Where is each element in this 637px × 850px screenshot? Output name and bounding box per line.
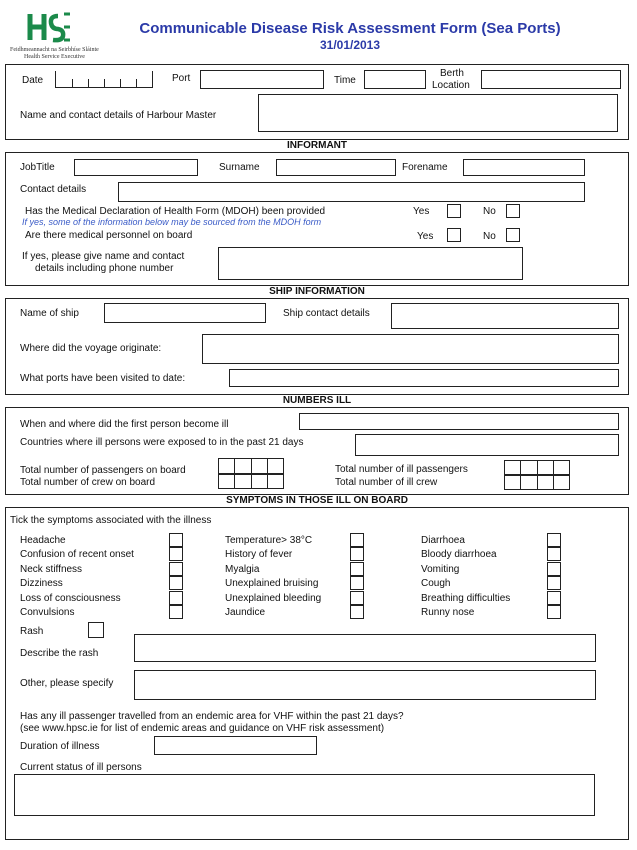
symptom-checkbox-history-of-fever[interactable] <box>350 547 364 561</box>
logo-line-2: Health Service Executive <box>24 54 85 60</box>
crew-on-board-label: Total number of crew on board <box>20 477 156 488</box>
symptom-label: Loss of consciousness <box>20 593 121 604</box>
form-title: Communicable Disease Risk Assessment Form (Sea Ports) <box>139 20 561 37</box>
medical-personnel-question: Are there medical personnel on board <box>25 230 193 241</box>
mdoh-no-checkbox[interactable] <box>506 204 520 218</box>
surname-label: Surname <box>219 162 260 173</box>
symptom-label: Confusion of recent onset <box>20 549 134 560</box>
symptom-checkbox-unexplained-bruising[interactable] <box>350 576 364 590</box>
harbour-master-input[interactable] <box>258 94 618 132</box>
symptom-checkbox-bloody-diarrhoea[interactable] <box>547 547 561 561</box>
rash-label: Rash <box>20 626 44 637</box>
current-status-label: Current status of ill persons <box>20 762 142 773</box>
symptom-checkbox-breathing-difficulties[interactable] <box>547 591 561 605</box>
ill-crew-count-grid[interactable] <box>504 475 570 490</box>
berth-location-input[interactable] <box>481 70 621 89</box>
hse-logo <box>10 10 105 62</box>
surname-input[interactable] <box>276 159 396 176</box>
location-label: Location <box>432 80 470 91</box>
form-date: 31/01/2013 <box>319 38 381 52</box>
symptom-checkbox-headache[interactable] <box>169 533 183 547</box>
passengers-on-board-label: Total number of passengers on board <box>20 465 186 476</box>
countries-exposed-label: Countries where ill persons were exposed to in the past 21 days <box>20 437 304 448</box>
jobtitle-input[interactable] <box>74 159 198 176</box>
voyage-origin-label: Where did the voyage originate: <box>20 343 162 354</box>
current-status-input[interactable] <box>14 774 595 816</box>
symptom-label: Breathing difficulties <box>421 593 511 604</box>
ship-contact-label: Ship contact details <box>283 308 370 319</box>
ship-contact-input[interactable] <box>391 303 619 329</box>
symptom-label: Cough <box>421 578 451 589</box>
describe-rash-label: Describe the rash <box>20 648 99 659</box>
port-label: Port <box>172 73 191 84</box>
forename-input[interactable] <box>463 159 585 176</box>
symptom-checkbox-loss-of-consciousness[interactable] <box>169 591 183 605</box>
mdoh-note: If yes, some of the information below may be sourced from the MDOH form <box>22 217 322 227</box>
ports-visited-label: What ports have been visited to date: <box>20 373 186 384</box>
informant-heading: INFORMANT <box>5 139 629 153</box>
ports-visited-input[interactable] <box>229 369 619 387</box>
logo-line-1: Feidhmeannacht na Seirbhíse Sláinte <box>10 47 99 53</box>
date-field[interactable] <box>55 71 153 88</box>
jobtitle-label: JobTitle <box>20 162 55 173</box>
countries-exposed-input[interactable] <box>355 434 619 456</box>
crew-count-grid[interactable] <box>218 474 284 489</box>
first-ill-label: When and where did the first person become ill <box>20 419 229 430</box>
symptom-label: Myalgia <box>225 564 260 575</box>
rash-checkbox[interactable] <box>88 622 104 638</box>
symptom-checkbox-temperature[interactable] <box>350 533 364 547</box>
medical-no-checkbox[interactable] <box>506 228 520 242</box>
symptom-label: History of fever <box>225 549 293 560</box>
medical-no-label: No <box>483 231 496 242</box>
mdoh-yes-checkbox[interactable] <box>447 204 461 218</box>
berth-label: Berth <box>440 68 464 79</box>
symptom-checkbox-myalgia[interactable] <box>350 562 364 576</box>
symptom-label: Diarrhoea <box>421 535 465 546</box>
harbour-master-label: Name and contact details of Harbour Master <box>20 110 217 121</box>
symptom-label: Neck stiffness <box>20 564 83 575</box>
symptom-label: Vomiting <box>421 564 460 575</box>
ill-passengers-label: Total number of ill passengers <box>335 464 468 475</box>
symptom-label: Temperature> 38°C <box>225 535 313 546</box>
time-label: Time <box>334 75 356 86</box>
port-input[interactable] <box>200 70 324 89</box>
symptom-label: Convulsions <box>20 607 75 618</box>
duration-label: Duration of illness <box>20 741 100 752</box>
symptom-checkbox-dizziness[interactable] <box>169 576 183 590</box>
symptom-checkbox-neck-stiffness[interactable] <box>169 562 183 576</box>
first-ill-input[interactable] <box>299 413 619 430</box>
ship-information-heading: SHIP INFORMATION <box>5 285 629 299</box>
vhf-question: Has any ill passenger travelled from an endemic area for VHF within the past 21 days? <box>20 711 404 722</box>
symptom-checkbox-diarrhoea[interactable] <box>547 533 561 547</box>
ship-name-label: Name of ship <box>20 308 79 319</box>
voyage-origin-input[interactable] <box>202 334 619 364</box>
mdoh-question: Has the Medical Declaration of Health Form (MDOH) been provided <box>25 206 326 217</box>
duration-input[interactable] <box>154 736 317 755</box>
symptom-checkbox-cough[interactable] <box>547 576 561 590</box>
symptom-checkbox-confusion[interactable] <box>169 547 183 561</box>
passengers-count-grid[interactable] <box>218 458 284 474</box>
numbers-ill-heading: NUMBERS ILL <box>5 394 629 408</box>
symptom-checkbox-vomiting[interactable] <box>547 562 561 576</box>
time-input[interactable] <box>364 70 426 89</box>
ship-name-input[interactable] <box>104 303 266 323</box>
symptom-label: Bloody diarrhoea <box>421 549 497 560</box>
symptom-label: Jaundice <box>225 607 266 618</box>
symptom-label: Unexplained bruising <box>225 578 319 589</box>
ill-crew-label: Total number of ill crew <box>335 477 438 488</box>
contact-details-label: Contact details <box>20 184 87 195</box>
medical-details-input[interactable] <box>218 247 523 280</box>
date-label: Date <box>22 75 44 86</box>
mdoh-no-label: No <box>483 206 496 217</box>
describe-rash-input[interactable] <box>134 634 596 662</box>
symptom-label: Dizziness <box>20 578 63 589</box>
symptoms-intro: Tick the symptoms associated with the illness <box>10 515 212 526</box>
hse-logo-icon <box>24 10 72 44</box>
medical-yes-checkbox[interactable] <box>447 228 461 242</box>
symptom-checkbox-runny-nose[interactable] <box>547 605 561 619</box>
other-symptoms-label: Other, please specify <box>20 678 114 689</box>
ill-passengers-count-grid[interactable] <box>504 460 570 475</box>
medical-yes-label: Yes <box>417 231 434 242</box>
other-symptoms-input[interactable] <box>134 670 596 700</box>
symptom-label: Runny nose <box>421 607 475 618</box>
symptoms-heading: SYMPTOMS IN THOSE ILL ON BOARD <box>5 494 629 508</box>
symptom-label: Unexplained bleeding <box>225 593 322 604</box>
symptom-checkbox-convulsions[interactable] <box>169 605 183 619</box>
medical-details-label-2: details including phone number <box>35 263 174 274</box>
symptom-checkbox-unexplained-bleeding[interactable] <box>350 591 364 605</box>
vhf-note: (see www.hpsc.ie for list of endemic areas and guidance on VHF risk assessment) <box>20 723 385 734</box>
contact-details-input[interactable] <box>118 182 585 202</box>
symptom-label: Headache <box>20 535 66 546</box>
forename-label: Forename <box>402 162 448 173</box>
medical-details-label-1: If yes, please give name and contact <box>22 251 185 262</box>
symptom-checkbox-jaundice[interactable] <box>350 605 364 619</box>
mdoh-yes-label: Yes <box>413 206 430 217</box>
